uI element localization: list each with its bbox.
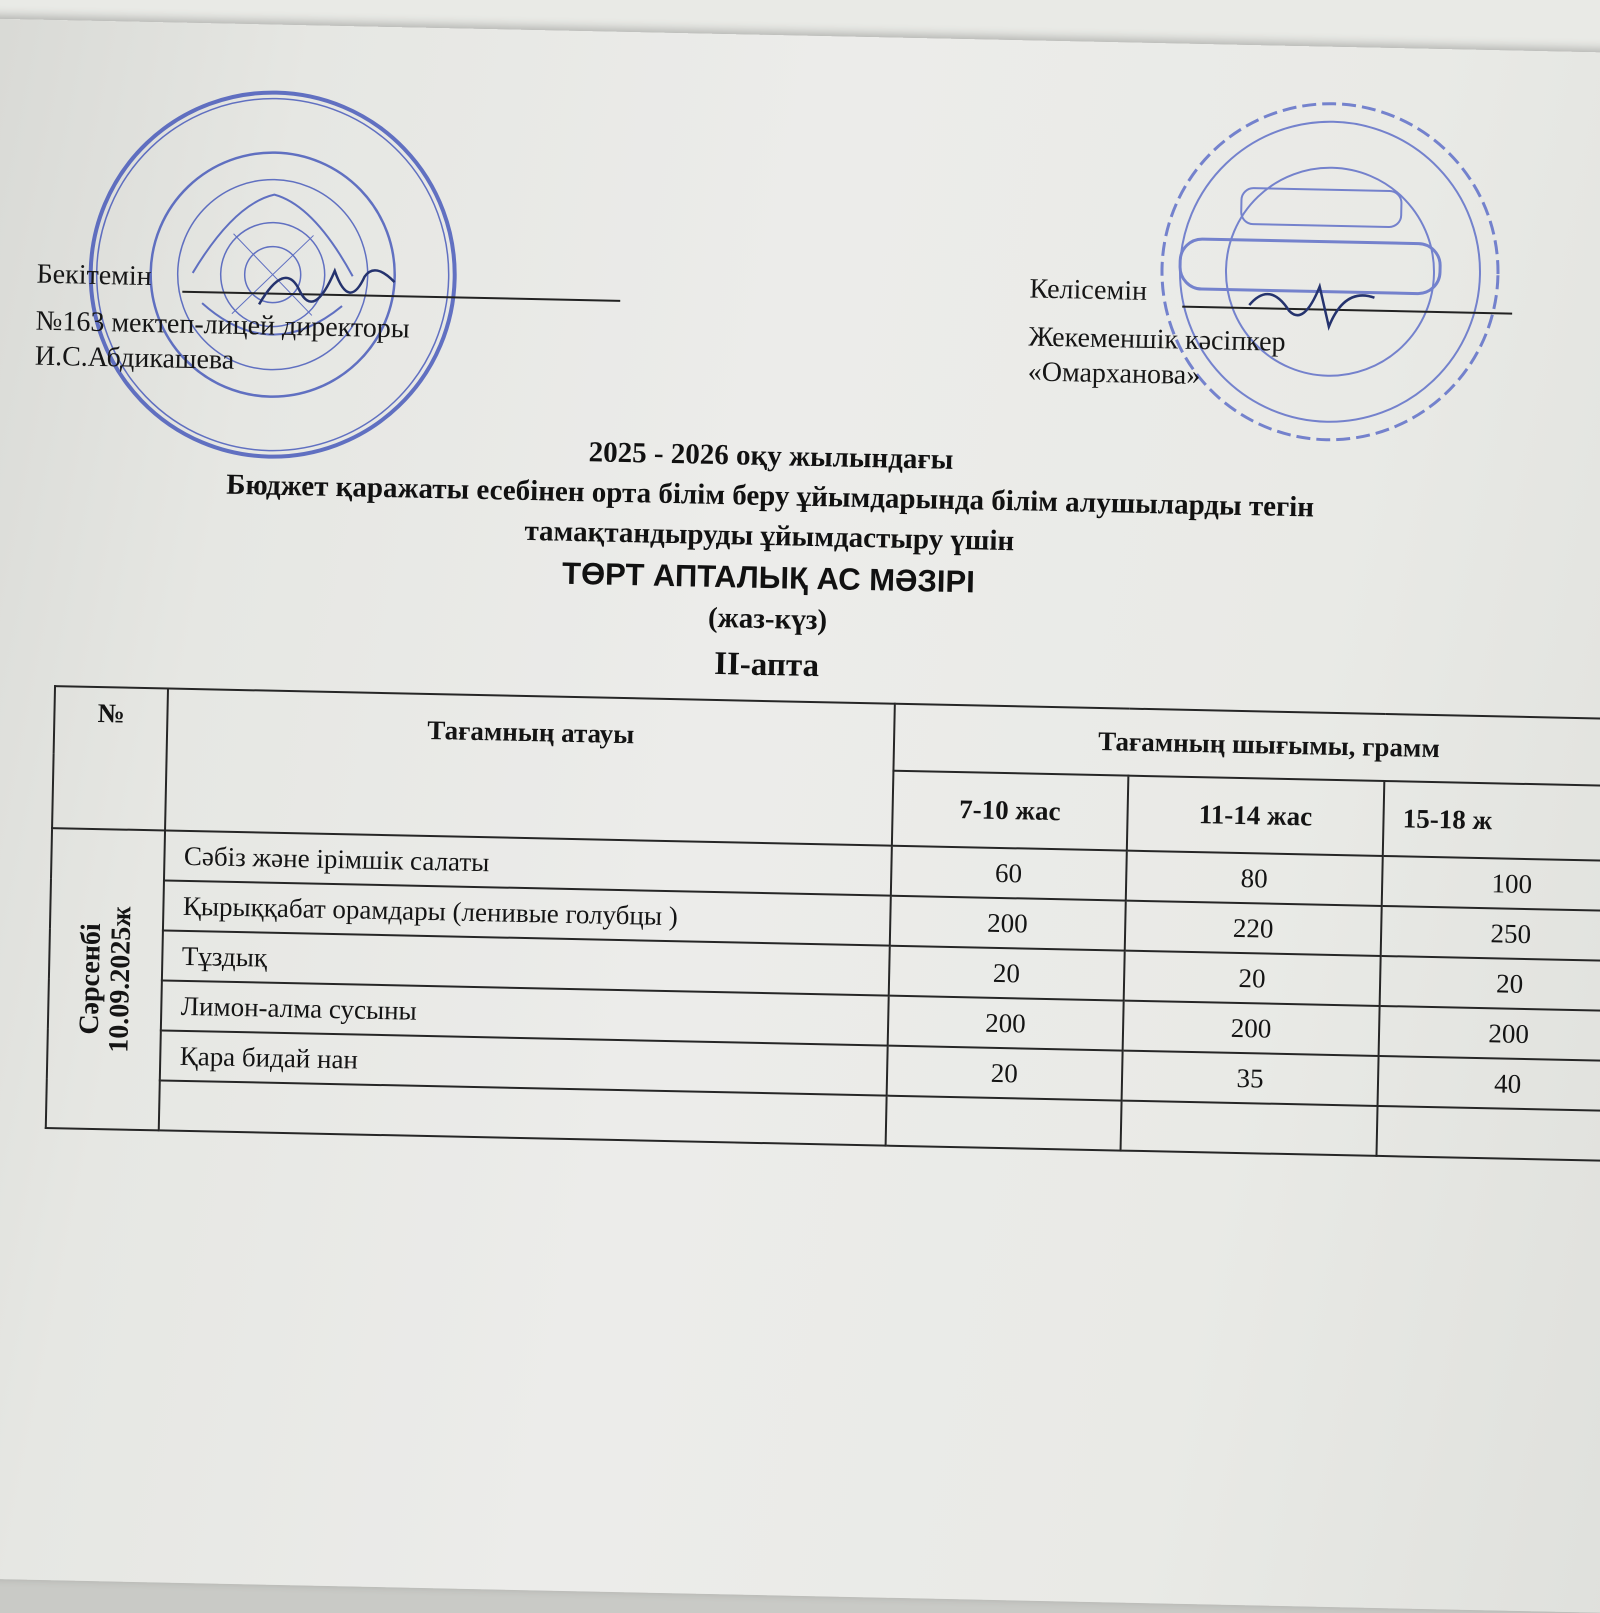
agreement-name: «Омарханова»	[1027, 356, 1201, 392]
approval-name: И.С.Абдикашева	[34, 340, 235, 376]
table-header-row	[54, 686, 1600, 786]
header-age-7-10: 7-10 жас	[892, 770, 1128, 850]
day-date: 10.09.2025ж	[103, 906, 138, 1054]
portion-15-18: 200	[1379, 1006, 1600, 1061]
menu-title: ТӨРТ АПТАЛЫҚ АС МӘЗІРІ	[561, 555, 976, 600]
dish-name: Тұздық	[162, 930, 889, 995]
day-name: Сәрсенбі	[73, 922, 107, 1035]
week-label: ІІ-апта	[713, 645, 820, 685]
portion-15-18: 20	[1380, 956, 1600, 1011]
dish-name: Қырыққабат орамдары (ленивые голубцы )	[163, 880, 890, 945]
portion-7-10: 200	[890, 896, 1126, 951]
dish-name: Сәбіз және ірімшік салаты	[164, 830, 891, 895]
season: (жаз-күз)	[707, 601, 828, 637]
agreement-position: Жекеменшік кәсіпкер	[1028, 321, 1286, 358]
empty-cell	[1120, 1101, 1378, 1156]
title-line-2: тамақтандыруды ұйымдастыру үшін	[524, 514, 1015, 558]
portion-11-14: 35	[1121, 1051, 1379, 1106]
portion-15-18: 40	[1378, 1056, 1600, 1111]
header-age-11-14: 11-14 жас	[1126, 775, 1384, 856]
approval-label: Бекітемін	[36, 258, 152, 293]
portion-15-18: 250	[1381, 906, 1600, 961]
empty-cell	[1377, 1106, 1600, 1161]
academic-year: 2025 - 2026 оқу жылындағы	[588, 436, 954, 476]
portion-15-18: 100	[1382, 856, 1600, 911]
agreement-label: Келісемін	[1029, 273, 1148, 307]
portion-11-14: 200	[1122, 1001, 1380, 1056]
header-number: №	[52, 686, 168, 830]
dish-name: Лимон-алма сусыны	[161, 980, 888, 1045]
day-cell	[46, 828, 166, 1130]
portion-11-14: 220	[1124, 901, 1382, 956]
menu-table	[45, 685, 1600, 1162]
empty-cell	[885, 1096, 1121, 1151]
header-dish-name: Тағамның атауы	[165, 689, 894, 846]
portion-11-14: 20	[1123, 951, 1381, 1006]
portion-7-10: 20	[889, 946, 1125, 1001]
portion-7-10: 200	[888, 996, 1124, 1051]
dish-name: Қара бидай нан	[160, 1030, 887, 1095]
header-output: Тағамның шығымы, грамм	[893, 704, 1600, 786]
portion-7-10: 60	[891, 846, 1127, 901]
portion-7-10: 20	[886, 1046, 1122, 1101]
title-line-1: Бюджет қаражаты есебінен орта білім беру ұйымдарында білім алушыларды тегін	[226, 468, 1315, 524]
portion-11-14: 80	[1125, 851, 1383, 906]
document-page	[0, 18, 1600, 1613]
header-age-15-18: 15-18 ж	[1383, 781, 1600, 862]
approval-position: №163 мектеп-лицей директоры	[35, 305, 410, 345]
